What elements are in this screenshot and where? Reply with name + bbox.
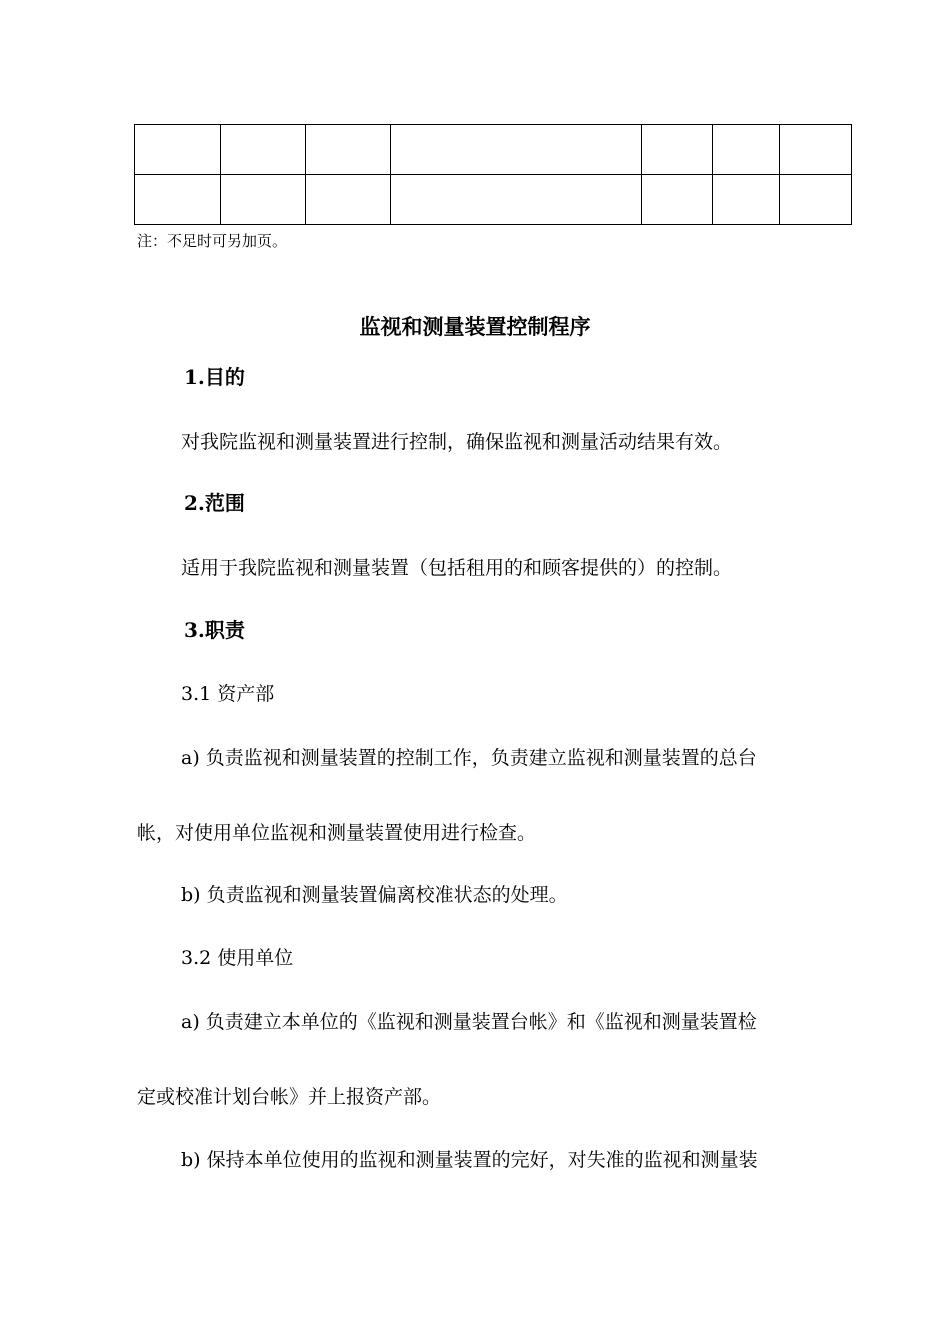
user-unit-item-b-line1: b) 保持本单位使用的监视和测量装置的完好，对失准的监视和测量装 <box>181 1149 758 1171</box>
asset-dept-item-a-line1: a) 负责监视和测量装置的控制工作，负责建立监视和测量装置的总台 <box>181 747 757 769</box>
table-note: 注：不足时可另加页。 <box>137 232 288 250</box>
user-unit-item-a-line2: 定或校准计划台帐》并上报资产部。 <box>137 1086 442 1108</box>
table-row <box>135 175 852 225</box>
table-cell <box>306 125 391 175</box>
section-heading-purpose: 1.目的 <box>184 365 245 389</box>
table-cell <box>221 125 306 175</box>
table-cell <box>391 175 642 225</box>
asset-dept-item-a-line2: 帐，对使用单位监视和测量装置使用进行检查。 <box>137 822 537 844</box>
table-cell <box>713 125 780 175</box>
subsection-label-asset-dept: 3.1 资产部 <box>181 683 275 705</box>
table-cell <box>642 175 713 225</box>
table-row <box>135 125 852 175</box>
table-cell <box>713 175 780 225</box>
table-cell <box>391 125 642 175</box>
user-unit-item-a-line1: a) 负责建立本单位的《监视和测量装置台帐》和《监视和测量装置检 <box>181 1011 757 1033</box>
document-title: 监视和测量装置控制程序 <box>359 314 591 339</box>
table-cell <box>306 175 391 225</box>
section-heading-scope: 2.范围 <box>184 491 245 515</box>
blank-form-table <box>134 124 852 225</box>
table-cell <box>221 175 306 225</box>
scope-text: 适用于我院监视和测量装置（包括租用的和顾客提供的）的控制。 <box>181 557 733 579</box>
table-cell <box>780 125 852 175</box>
table-cell <box>135 125 221 175</box>
table-cell <box>780 175 852 225</box>
table-cell <box>135 175 221 225</box>
table-cell <box>642 125 713 175</box>
section-heading-responsibilities: 3.职责 <box>184 618 245 642</box>
subsection-label-user-unit: 3.2 使用单位 <box>181 947 294 969</box>
asset-dept-item-b: b) 负责监视和测量装置偏离校准状态的处理。 <box>181 884 568 906</box>
purpose-text: 对我院监视和测量装置进行控制，确保监视和测量活动结果有效。 <box>181 431 733 453</box>
